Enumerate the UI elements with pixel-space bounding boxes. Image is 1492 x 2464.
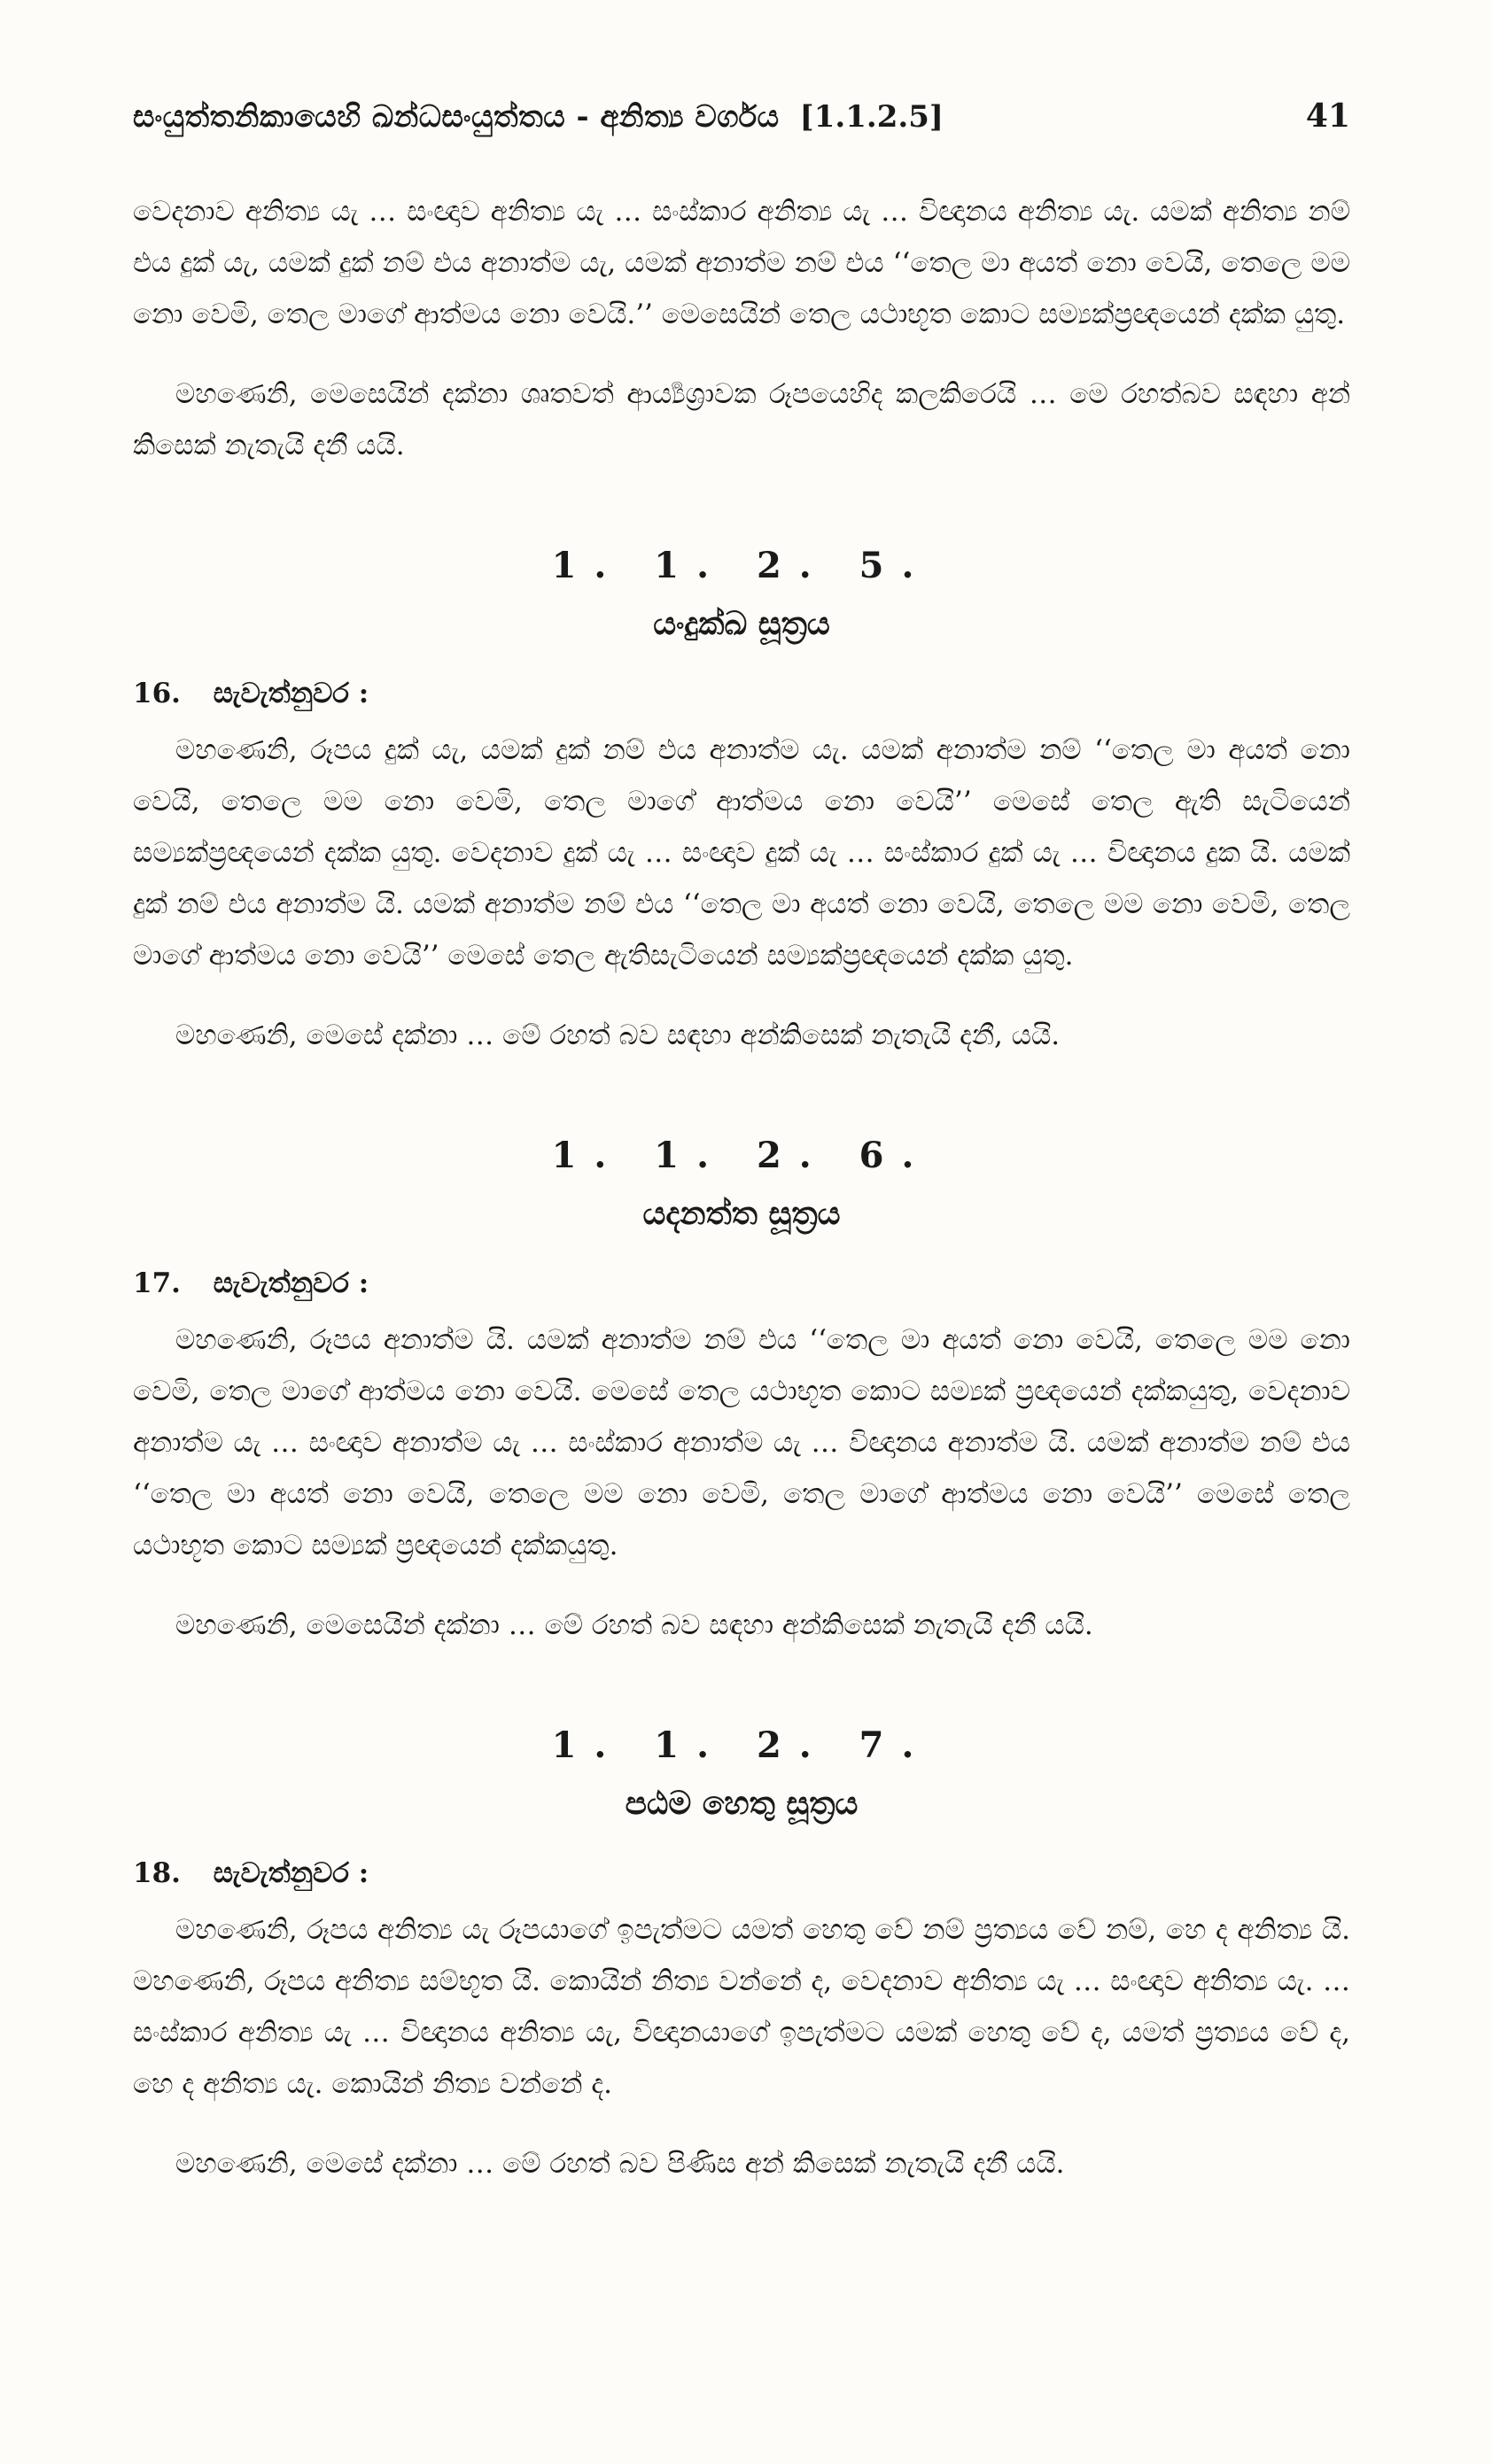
- sutta-title: යදනත්ත සූත්‍රය: [642, 1195, 841, 1232]
- sutta-number: 18.: [133, 1857, 181, 1889]
- sutta-body-paragraph: මහණෙනි, රූපය දුක් යැ, යමක් දුක් නම් එය අනාත්ම යැ. යමක් අනාත්ම නම් ‘‘තෙල මා අයත් නො වෙයි, තෙලෙ මම නො වෙමි, තෙල මාගේ ආත්මය නො වෙයි’’ මෙසේ තෙල ඇති සැටියෙන් සම්‍යක්ප්‍රඥයෙන් දක්ක යුතු. වෙදනාව දුක් යැ … සංඥාව දුක් යැ … සංස්කාර දුක් යැ … විඥානය දුක යි. යමක් දුක් නම් එය අනාත්ම යි. යමක් අනාත්ම නම් එය ‘‘තෙල මා අයත් නො වෙයි, තෙලෙ මම නො වෙමි, තෙල මාගේ ආත්මය නො වෙයි’’ මෙසේ තෙල ඇතිසැටියෙන් සම්‍යක්ප්‍රඥයෙන් දක්ක යුතු.: [133, 734, 1350, 972]
- header-title-group: [133, 99, 944, 135]
- sutta-heading: [133, 1261, 1350, 1306]
- sutta-number: 17.: [133, 1267, 181, 1299]
- running-header: [133, 97, 1350, 151]
- intro-paragraph: වෙදනාව අනිත්‍ය යැ … සංඥාව අනිත්‍ය යැ … සංස්කාර අනිත්‍ය යැ … විඥානය අනිත්‍ය යැ. යමක් අනිත්‍ය නම් එය දුක් යැ, යමක් දුක් නම් එය අනාත්ම යැ, යමක් අනාත්ම නම් එය ‘‘තෙල මා අයත් නො වෙයි, තෙලෙ මම නො වෙමි, තෙල මාගේ ආත්මය නො වෙයි.’’ මෙසෙයින් තෙල යථාභූත කොට සම්‍යක්ප්‍රඥයෙන් දක්ක යුතු.: [133, 196, 1350, 330]
- section-number: 1. 1. 2. 6.: [551, 1135, 932, 1176]
- section-1-1-2-6: [133, 1130, 1350, 1651]
- sutta-location: සැවැත්නුවර :: [213, 678, 369, 709]
- section-1-1-2-7: [133, 1720, 1350, 2189]
- sutta-conclusion-paragraph: මහණෙනි, මෙසේ දක්නා … මේ රහත් බව පිණිස අන් කිසෙක් නැතැයි දනී යයි.: [175, 2148, 1065, 2180]
- header-title: සංයුත්තනිකායෙහි ඛන්ධසංයුත්තය - අනිත්‍ය වර්ගය: [133, 99, 780, 135]
- header-reference: [1.1.2.5]: [799, 99, 944, 135]
- spacer: [133, 2110, 1350, 2138]
- sutta-heading: [133, 671, 1350, 716]
- section-1-1-2-5: [133, 540, 1350, 1061]
- sutta-location: සැවැත්නුවර :: [213, 1267, 369, 1299]
- spacer: [133, 981, 1350, 1010]
- sutta-conclusion-paragraph: මහණෙනි, මෙසේ දක්නා … මේ රහත් බව සඳහා අන්කිසෙක් නැතැයි දනී, යයි.: [175, 1019, 1061, 1051]
- section-number: 1. 1. 2. 7.: [551, 1724, 932, 1766]
- spacer: [133, 1571, 1350, 1600]
- sutta-body-paragraph: මහණෙනි, රූපය අනිත්‍ය යැ රූපයාගේ ඉපැත්මට යමත් හෙතු වේ නම් ප්‍රත්‍යය වේ නම්, හෙ ද අනිත්‍ය යි. මහණෙනි, රූපය අනිත්‍ය සම්භූත යි. කොයින් නිත්‍ය වන්නේ ද, වෙදනාව අනිත්‍ය යැ … සංඥාව අනිත්‍ය යැ. … සංස්කාර අනිත්‍ය යැ … විඥානය අනිත්‍ය යැ, විඥානයාගේ ඉපැත්මට යමක් හෙතු වේ ද, යමත් ප්‍රත්‍යය වේ ද, හෙ ද අනිත්‍ය යැ. කොයින් නිත්‍ය වන්නේ ද.: [133, 1914, 1350, 2100]
- sutta-title: පඨම හෙතු සූත්‍රය: [625, 1785, 859, 1822]
- sutta-number: 16.: [133, 678, 181, 709]
- sutta-conclusion-paragraph: මහණෙනි, මෙසෙයින් දක්නා … මේ රහත් බව සඳහා අන්කිසෙක් නැතැයි දනී යයි.: [175, 1609, 1093, 1641]
- sutta-heading: [133, 1851, 1350, 1895]
- sutta-location: සැවැත්නුවර :: [213, 1857, 369, 1889]
- page-number: 41: [1305, 97, 1350, 135]
- section-number: 1. 1. 2. 5.: [551, 545, 932, 586]
- sutta-body-paragraph: මහණෙනි, රූපය අනාත්ම යි. යමක් අනාත්ම නම් එය ‘‘තෙල මා අයත් නො වෙයි, තෙලෙ මම නො වෙමි, තෙල මාගේ ආත්මය නො වෙයි. මෙසේ තෙල යථාභූත කොට සම්‍යක් ප්‍රඥයෙන් දක්කයුතු, වෙදනාව අනාත්ම යැ … සංඥාව අනාත්ම යැ … සංස්කාර අනාත්ම යැ … විඥානය අනාත්ම යි. යමක් අනාත්ම නම් එය ‘‘තෙල මා අයත් නො වෙයි, තෙලෙ මම නො වෙමි, තෙල මාගේ ආත්මය නො වෙයි’’ මෙසේ තෙල යථාභූත කොට සම්‍යක් ප්‍රඥයෙන් දක්කයුතු.: [133, 1324, 1350, 1561]
- spacer: [133, 340, 1350, 368]
- sutta-title: යංදුක්ඛ සූත්‍රය: [653, 605, 830, 642]
- intro-conclusion-paragraph: මහණෙනි, මෙසෙයින් දක්නා ශ්‍රුතවත් ආර්‍ය්‍යශ්‍රාවක රූපයෙහිද කලකිරෙයි … මෙ රහත්බව සඳහා අන් කිසෙක් නැතැයි දනී යයි.: [133, 378, 1350, 461]
